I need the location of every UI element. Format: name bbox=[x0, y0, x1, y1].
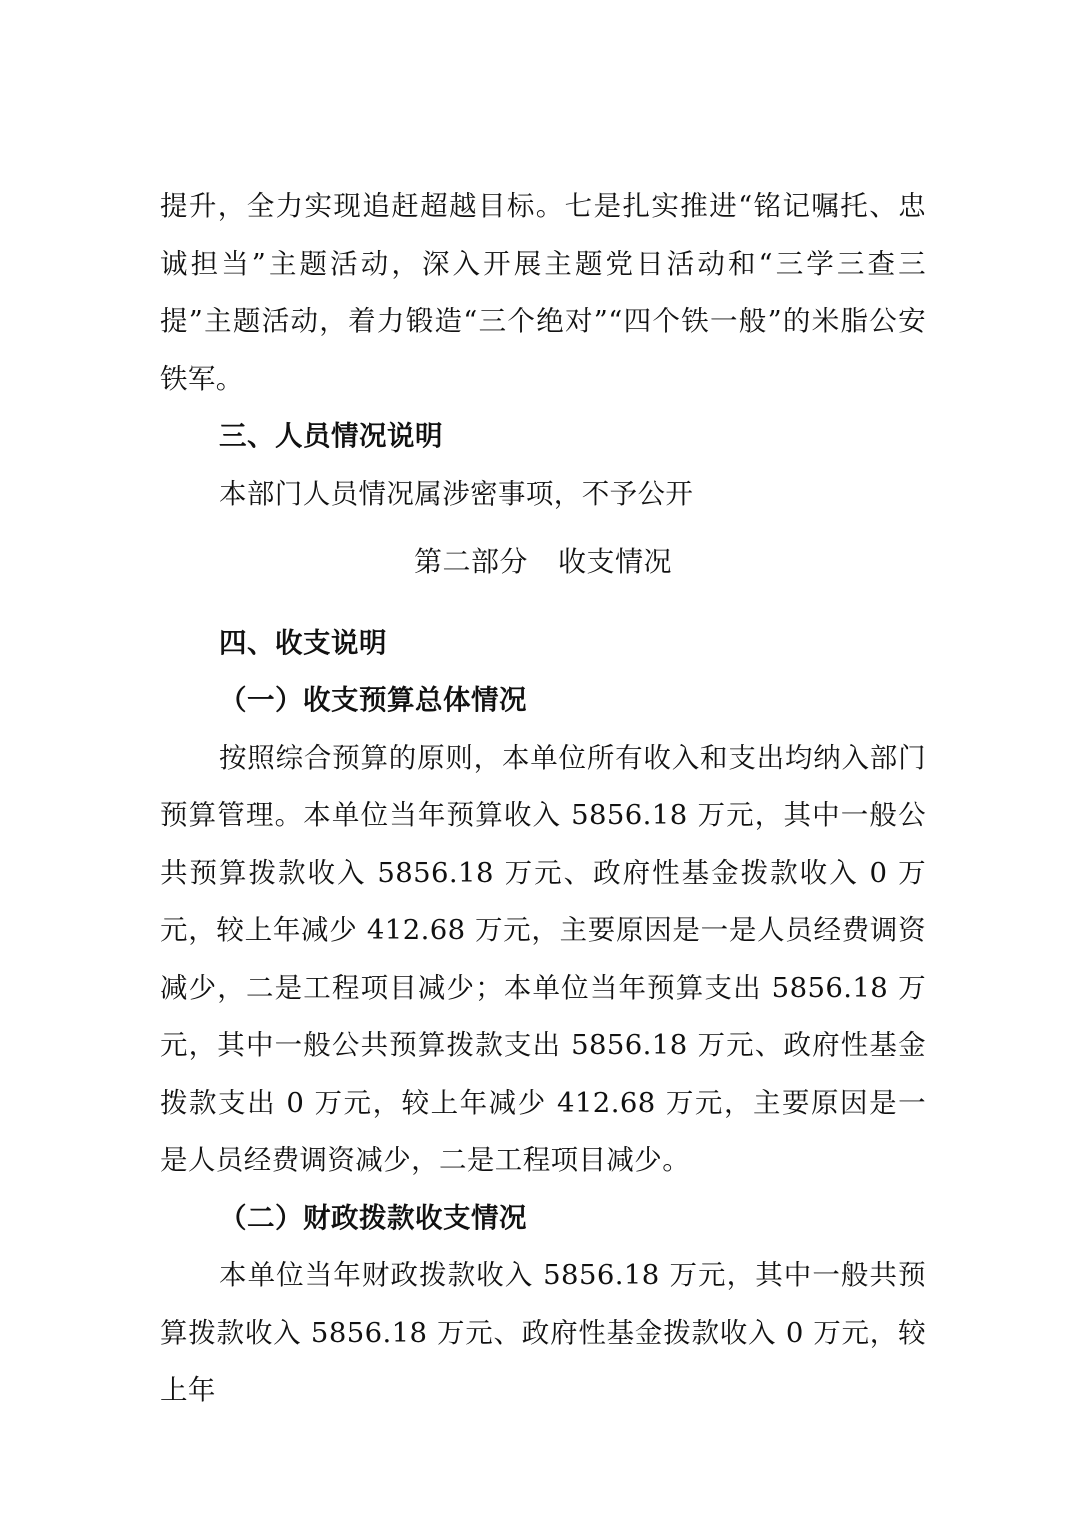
staff-info-paragraph: 本部门人员情况属涉密事项，不予公开 bbox=[219, 477, 694, 510]
section-heading-staff: 三、人员情况说明 bbox=[219, 420, 443, 452]
section-heading-income-expense: 四、收支说明 bbox=[219, 626, 387, 659]
document-body bbox=[160, 178, 926, 1420]
budget-overview-paragraph: 按照综合预算的原则，本单位所有收入和支出均纳入部门预算管理。本单位当年预算收入 5856.18 万元，其中一般公共预算拨款收入 5856.18 万元、政府性基金拨款收入 0 万元，较上年减少 412.68 万元，主要原因是一是人员经费调资减少，二是工程项目减少；本单位当年预算支出 5856.18 万元，其中一般公共预算拨款支出 5856.18 万元、政府性基金拨款支出 0 万元，较上年减少 412.68 万元，主要原因是一是人员经费调资减少，二是工程项目减少。 bbox=[160, 741, 926, 1176]
subsection-heading-fiscal-appropriation: （二）财政拨款收支情况 bbox=[219, 1201, 527, 1234]
part-two-name: 收支情况 bbox=[558, 545, 673, 578]
continuation-paragraph: 提升，全力实现追赶超越目标。七是扎实推进“铭记嘱托、忠诚担当”主题活动，深入开展主题党日活动和“三学三查三提”主题活动，着力锻造“三个绝对”“四个铁一般”的米脂公安铁军。 bbox=[160, 190, 926, 395]
subsection-heading-budget-overview: （一）收支预算总体情况 bbox=[219, 684, 527, 716]
fiscal-appropriation-paragraph: 本单位当年财政拨款收入 5856.18 万元，其中一般共预算拨款收入 5856.18 万元、政府性基金拨款收入 0 万元，较上年 bbox=[160, 1259, 926, 1406]
part-two-label: 第二部分 bbox=[413, 545, 528, 578]
part-two-title bbox=[160, 533, 926, 591]
